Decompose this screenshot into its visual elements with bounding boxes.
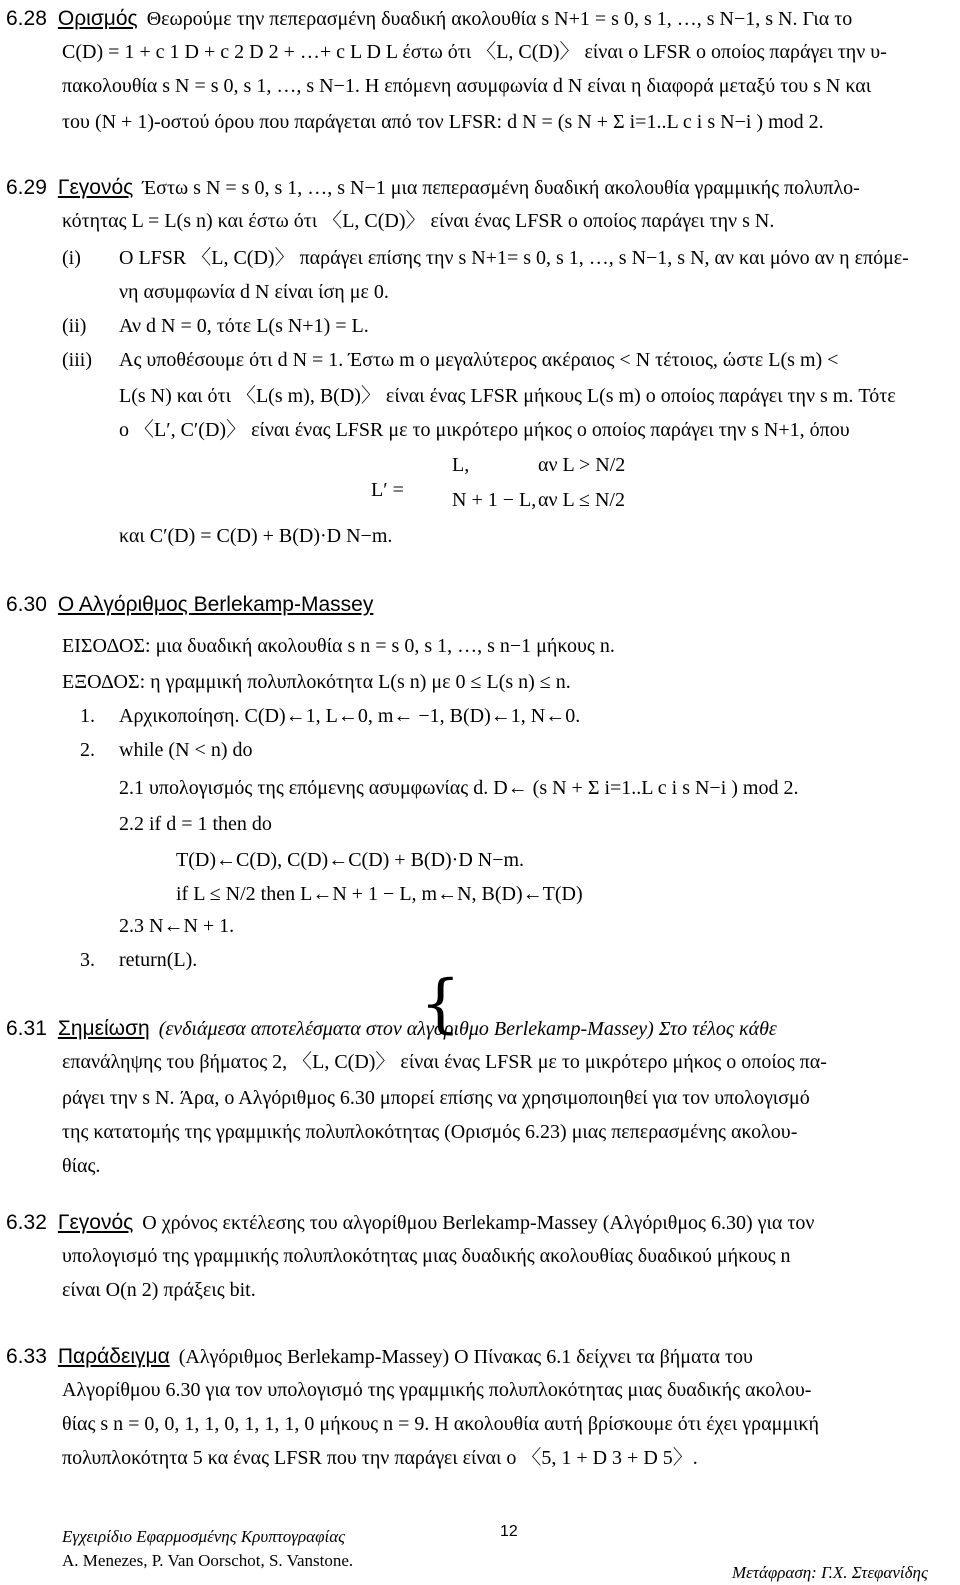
fact-6-32-heading [6, 1212, 814, 1233]
paragraph-line: (ενδιάμεσα αποτελέσματα στον αλγόριθμο Berlekamp-Massey) Στο τέλος κάθε [158, 1018, 777, 1040]
paragraph-line: Ας υποθέσουμε ότι d N = 1. Έστω m ο μεγαλύτερος ακέραιος < N τέτοιος, ώστε L(s m) < [119, 349, 839, 371]
case-condition: αν L > N/2 [538, 454, 626, 476]
algorithm-step: while (N < n) do [119, 739, 253, 761]
fact-6-29-heading [6, 177, 860, 198]
algorithm-output: ΕΞΟΔΟΣ: η γραμμική πολυπλοκότητα L(s n) με 0 ≤ L(s n) ≤ n. [62, 671, 571, 693]
paragraph-line: πακολουθία s N = s 0, s 1, …, s N−1. Η επόμενη ασυμφωνία d N είναι η διαφορά μεταξύ του s N και [62, 75, 872, 97]
paragraph-line: Ο LFSR 〈L, C(D)〉 παράγει επίσης την s N+1= s 0, s 1, …, s N−1, s N, αν και μόνο αν η επόμε- [119, 247, 909, 269]
case-value: N + 1 − L, [452, 489, 537, 511]
item-title: Ορισμός [57, 7, 138, 30]
step-number: 2. [80, 739, 95, 761]
item-marker: (ii) [62, 315, 87, 337]
example-6-33-heading [6, 1346, 753, 1367]
algorithm-step: Αρχικοποίηση. C(D)←1, L←0, m← −1, B(D)←1, N←0. [119, 705, 581, 727]
paragraph-line: (Αλγόριθμος Berlekamp-Massey) Ο Πίνακας 6.1 δείχνει τα βήματα του [178, 1346, 753, 1368]
paragraph-line: υπολογισμό της γραμμικής πολυπλοκότητας μιας δυαδικής ακολουθίας δυαδικού μήκους n [62, 1245, 791, 1267]
algorithm-substep: 2.1 υπολογισμός της επόμενης ασυμφωνίας d. D← (s N + Σ i=1..L c i s N−i ) mod 2. [119, 777, 799, 799]
item-title: Παράδειγμα [57, 1345, 170, 1368]
case-condition: αν L ≤ N/2 [538, 489, 625, 511]
formula-line: του (N + 1)-οστού όρου που παράγεται από τον LFSR: d N = (s N + Σ i=1..L c i s N−i ) mod 2. [62, 111, 824, 133]
footer-book-title: Εγχειρίδιο Εφαρμοσμένης Κρυπτογραφίας [62, 1527, 346, 1546]
algorithm-substep: T(D)←C(D), C(D)←C(D) + B(D)·D N−m. [176, 849, 525, 871]
item-number: 6.33 [6, 1345, 47, 1368]
paragraph-line: και C′(D) = C(D) + B(D)·D N−m. [119, 525, 393, 547]
paragraph-line: C(D) = 1 + c 1 D + c 2 D 2 + …+ c L D L έστω ότι 〈L, C(D)〉 είναι ο LFSR ο οποίος παράγει την υ- [62, 41, 887, 63]
paragraph-line: Ο χρόνος εκτέλεσης του αλγορίθμου Berlekamp-Massey (Αλγόριθμος 6.30) για τον [142, 1212, 815, 1234]
paragraph-line: ράγει την s N. Άρα, ο Αλγόριθμος 6.30 μπορεί επίσης να χρησιμοποιηθεί για τον υπολογισμό [62, 1087, 810, 1109]
step-number: 1. [80, 705, 95, 727]
item-marker: (i) [62, 247, 81, 269]
paragraph-line: θίας s n = 0, 0, 1, 1, 0, 1, 1, 1, 0 μήκους n = 9. Η ακολουθία αυτή βρίσκουμε ότι έχει γραμμική [62, 1413, 819, 1435]
item-title: Γεγονός [57, 1211, 134, 1234]
paragraph-line: πολυπλοκότητα 5 κα ένας LFSR που την παράγει είναι ο 〈5, 1 + D 3 + D 5〉. [62, 1447, 698, 1469]
item-title: Γεγονός [57, 176, 134, 199]
item-number: 6.29 [6, 176, 47, 199]
paragraph-line: Έστω s N = s 0, s 1, …, s N−1 μια πεπερασμένη δυαδική ακολουθία γραμμικής πολυπλο- [142, 177, 860, 199]
note-6-31-heading [6, 1018, 777, 1039]
item-number: 6.28 [6, 7, 47, 30]
piecewise-lhs: L′ = [371, 479, 404, 501]
item-number: 6.32 [6, 1211, 47, 1234]
paragraph-line: κότητας L = L(s n) και έστω ότι 〈L, C(D)〉 είναι ένας LFSR ο οποίος παράγει την s N. [62, 210, 775, 232]
paragraph-line: Αλγορίθμου 6.30 για τον υπολογισμό της γραμμικής πολυπλοκότητας μιας δυαδικής ακολου- [62, 1379, 812, 1401]
algorithm-substep: if L ≤ N/2 then L←N + 1 − L, m←N, B(D)←T(D) [176, 883, 583, 905]
item-marker: (iii) [62, 349, 92, 371]
paragraph-line: Αν d N = 0, τότε L(s N+1) = L. [119, 315, 369, 337]
case-value: L, [452, 454, 470, 476]
footer-authors: A. Menezes, P. Van Oorschot, S. Vanstone. [62, 1551, 354, 1570]
algorithm-substep: 2.2 if d = 1 then do [119, 813, 272, 835]
algorithm-substep: 2.3 N←N + 1. [119, 915, 235, 937]
item-title: Ο Αλγόριθμος Berlekamp-Massey [57, 593, 374, 616]
paragraph-line: νη ασυμφωνία d N είναι ίση με 0. [119, 281, 389, 303]
definition-6-28-heading [6, 8, 852, 29]
paragraph-line: Θεωρούμε την πεπερασμένη δυαδική ακολουθία s N+1 = s 0, s 1, …, s N−1, s N. Για το [146, 8, 853, 30]
item-number: 6.31 [6, 1017, 47, 1040]
algorithm-step: return(L). [119, 949, 198, 971]
paragraph-line: ο 〈L′, C′(D)〉 είναι ένας LFSR με το μικρότερο μήκος ο οποίος παράγει την s N+1, όπου [119, 419, 850, 441]
paragraph-line: L(s N) και ότι 〈L(s m), B(D)〉 είναι ένας LFSR μήκους L(s m) ο οποίος παράγει την s m. Τότε [119, 385, 896, 407]
algorithm-input: ΕΙΣΟΔΟΣ: μια δυαδική ακολουθία s n = s 0, s 1, …, s n−1 μήκους n. [62, 635, 615, 657]
paragraph-line: είναι O(n 2) πράξεις bit. [62, 1279, 256, 1301]
step-number: 3. [80, 949, 95, 971]
footer-translator: Μετάφραση: Γ.Χ. Στεφανίδης [732, 1563, 928, 1582]
page-number: 12 [500, 1523, 518, 1540]
item-title: Σημείωση [57, 1017, 150, 1040]
item-number: 6.30 [6, 593, 47, 616]
paragraph-line: επανάληψης του βήματος 2, 〈L, C(D)〉 είναι ένας LFSR με το μικρότερο μήκος ο οποίος πα- [62, 1051, 827, 1073]
algorithm-6-30-heading [6, 594, 373, 615]
paragraph-line: θίας. [62, 1155, 101, 1177]
paragraph-line: της κατατομής της γραμμικής πολυπλοκότητας (Ορισμός 6.23) μιας πεπερασμένης ακολου- [62, 1121, 798, 1143]
left-brace-symbol: { [420, 967, 461, 1041]
